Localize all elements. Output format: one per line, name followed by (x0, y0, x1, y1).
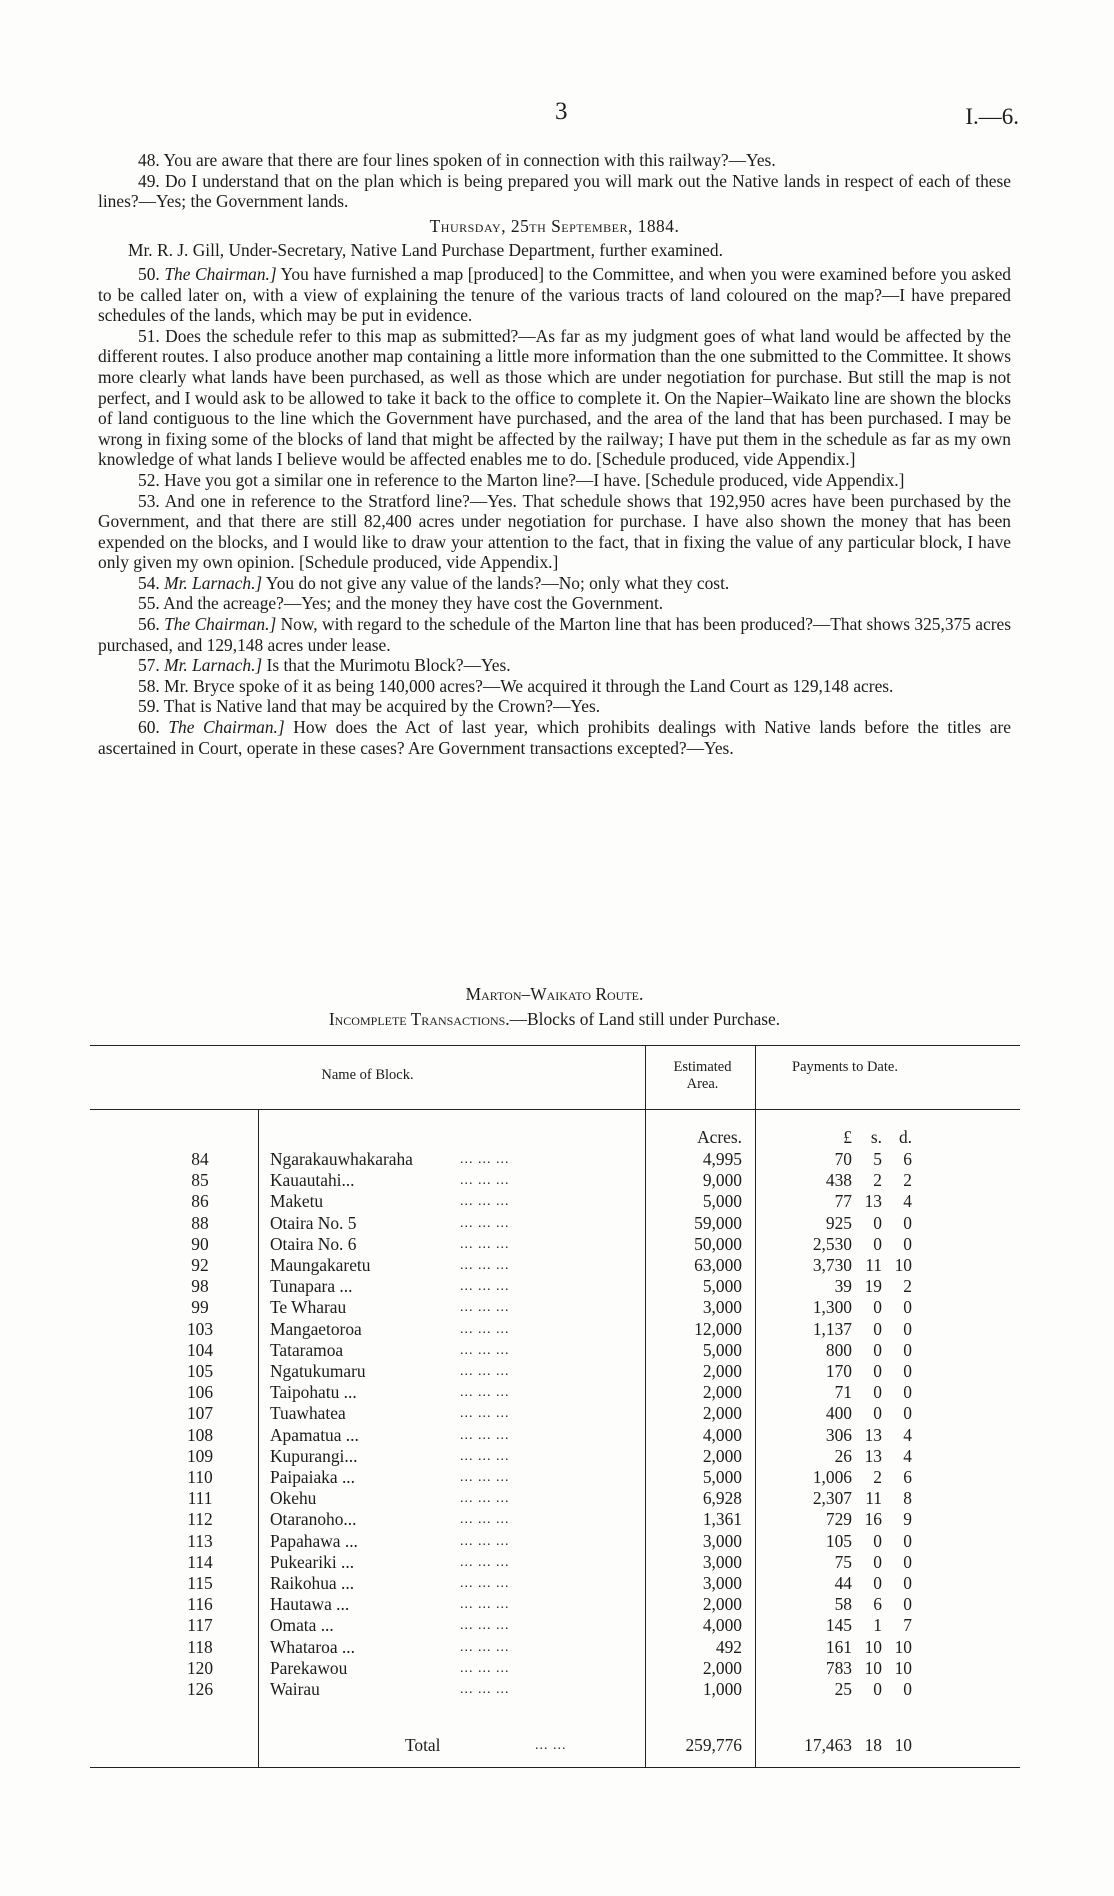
cell-pounds: 25 (834, 1679, 852, 1699)
cell-num: 104 (186, 1339, 214, 1360)
cell-name: Ngarakauwhakaraha (270, 1149, 413, 1169)
cell-pence: 0 (903, 1594, 912, 1615)
cell-name: Omata ... (270, 1615, 334, 1636)
cell-dots: ... ... ... (460, 1554, 510, 1570)
table-row (90, 1213, 1020, 1234)
cell-shil: 13 (864, 1424, 882, 1445)
cell-pence: 2 (903, 1276, 912, 1297)
table-row (90, 1552, 1020, 1573)
cell-pence: 6 (903, 1467, 912, 1487)
cell-pounds: 438 (825, 1170, 852, 1191)
cell-area: 50,000 (694, 1233, 742, 1254)
cell-dots: ... ... ... (460, 1406, 510, 1422)
cell-dots: ... ... ... (460, 1236, 510, 1252)
cell-dots: ... ... ... (460, 1639, 510, 1655)
cell-pounds: 1,006 (812, 1467, 852, 1487)
paragraph: 49. Do I understand that on the plan which is being prepared you will mark out the Native lands in respect of each of these lines?—Yes; the Government lands. (98, 170, 1011, 212)
cell-dots: ... ... ... (460, 1364, 510, 1379)
cell-pounds: 77 (834, 1191, 852, 1212)
cell-dots: ... ... ... (460, 1491, 510, 1507)
qa-paragraph: 52. Have you got a similar one in reference to the Marton line?—I have. [Schedule produced, vide Appendix.] (138, 469, 905, 490)
cell-shil: 0 (873, 1297, 882, 1318)
cell-pence: 4 (903, 1191, 912, 1212)
cell-name: Taipohatu ... (270, 1382, 357, 1403)
cell-pence: 8 (903, 1488, 912, 1509)
cell-pounds: 170 (825, 1361, 852, 1381)
cell-num: 105 (186, 1361, 214, 1381)
cell-name: Ngatukumaru (270, 1361, 366, 1381)
cell-dots: ... ... ... (460, 1173, 510, 1189)
cell-area: 2,000 (702, 1445, 742, 1466)
cell-pounds: 2,307 (812, 1488, 852, 1509)
cell-num: 113 (187, 1530, 213, 1551)
cell-num: 84 (191, 1149, 209, 1169)
cell-area: 1,000 (702, 1679, 742, 1699)
cell-pounds: 161 (825, 1636, 852, 1657)
cell-dots: ... ... ... (460, 1342, 510, 1358)
qa-paragraph: 54. Mr. Larnach.] You do not give any value of the lands?—No; only what they cost. (138, 572, 730, 593)
cell-name: Otaira No. 6 (270, 1233, 357, 1254)
cell-dots: ... ... ... (460, 1448, 510, 1464)
cell-pounds: 75 (834, 1551, 852, 1572)
cell-shil: 10 (864, 1636, 882, 1657)
cell-name: Maungakaretu (270, 1255, 371, 1275)
cell-num: 106 (186, 1382, 214, 1403)
body-text (98, 150, 1011, 758)
cell-name: Apamatua ... (270, 1424, 359, 1445)
table-row (90, 1340, 1020, 1361)
table-row (90, 1149, 1020, 1170)
cell-area: 12,000 (694, 1318, 742, 1339)
total-row: Total ... ... 259,776 17,463 18 10 (405, 1735, 912, 1755)
cell-name: Kupurangi... (270, 1445, 358, 1466)
cell-pence: 7 (903, 1615, 912, 1636)
table-row (90, 1446, 1020, 1467)
cell-num: 103 (186, 1318, 214, 1339)
cell-pounds: 3,730 (812, 1255, 852, 1275)
cell-pounds: 71 (834, 1382, 852, 1403)
cell-num: 108 (186, 1424, 214, 1445)
cell-shil: 0 (873, 1318, 882, 1339)
cell-name: Otaira No. 5 (270, 1212, 357, 1233)
table-subtitle: Incomplete Transactions.—Blocks of Land still under Purchase. (328, 1009, 781, 1029)
cell-name: Maketu (270, 1191, 324, 1212)
qa-paragraph: 59. That is Native land that may be acquired by the Crown?—Yes. (138, 696, 601, 717)
cell-shil: 19 (864, 1276, 882, 1297)
cell-num: 116 (187, 1594, 213, 1615)
witness-line: Mr. R. J. Gill, Under-Secretary, Native Land Purchase Department, further examined. (128, 240, 723, 261)
cell-name: Paipaiaka ... (270, 1467, 355, 1487)
cell-area: 5,000 (702, 1467, 742, 1487)
cell-dots: ... ... ... (460, 1321, 510, 1337)
cell-num: 85 (191, 1170, 209, 1191)
table-rule-bottom (90, 1767, 1020, 1768)
table-row (90, 1594, 1020, 1615)
table-row (90, 1573, 1020, 1594)
cell-shil: 0 (873, 1339, 882, 1360)
cell-name: Raikohua ... (270, 1573, 355, 1593)
table-row (90, 1658, 1020, 1679)
cell-num: 114 (187, 1551, 213, 1572)
cell-num: 115 (187, 1573, 213, 1593)
cell-pounds: 70 (834, 1149, 852, 1169)
cell-pence: 0 (903, 1233, 912, 1254)
cell-pounds: 729 (825, 1509, 852, 1530)
speaker: The Chairman.] (168, 717, 285, 738)
cell-name: Papahawa ... (270, 1530, 358, 1551)
cell-name: Otaranoho... (270, 1509, 357, 1530)
units-row: Acres. £ s. d. (697, 1127, 912, 1147)
cell-area: 5,000 (702, 1191, 742, 1212)
question-answers (98, 264, 1011, 758)
cell-pounds: 783 (825, 1657, 852, 1678)
cell-dots: ... ... ... (460, 1512, 510, 1528)
cell-num: 117 (187, 1615, 213, 1636)
cell-shil: 0 (873, 1233, 882, 1254)
cell-dots: ... ... ... (460, 1470, 510, 1485)
table-row (90, 1637, 1020, 1658)
table-row (90, 1191, 1020, 1212)
cell-shil: 13 (864, 1445, 882, 1466)
cell-shil: 6 (873, 1594, 882, 1615)
cell-pence: 0 (903, 1318, 912, 1339)
cell-num: 112 (187, 1509, 213, 1530)
cell-shil: 0 (873, 1573, 882, 1593)
cell-shil: 0 (873, 1551, 882, 1572)
cell-area: 4,000 (702, 1615, 742, 1636)
cell-pence: 4 (903, 1424, 912, 1445)
route-title: Marton–Waikato Route. (465, 984, 644, 1004)
cell-area: 3,000 (702, 1530, 742, 1551)
cell-area: 5,000 (702, 1276, 742, 1297)
speaker: The Chairman.] (164, 263, 277, 284)
cell-name: Hautawa ... (270, 1594, 350, 1615)
cell-num: 92 (191, 1255, 209, 1275)
cell-shil: 16 (864, 1509, 882, 1530)
qa-paragraph: 57. Mr. Larnach.] Is that the Murimotu Block?—Yes. (138, 655, 511, 676)
cell-pence: 0 (903, 1573, 912, 1593)
cell-dots: ... ... ... (460, 1682, 510, 1697)
table-rule-header (90, 1109, 1020, 1110)
cell-dots: ... ... ... (460, 1258, 510, 1273)
speaker: The Chairman.] (164, 614, 277, 635)
cell-pence: 0 (903, 1530, 912, 1551)
cell-name: Parekawou (270, 1657, 348, 1678)
cell-name: Tunapara ... (270, 1276, 353, 1297)
cell-pounds: 26 (834, 1445, 852, 1466)
cell-shil: 0 (873, 1212, 882, 1233)
cell-num: 107 (186, 1403, 214, 1424)
cell-pence: 10 (894, 1657, 912, 1678)
cell-name: Tuawhatea (270, 1403, 346, 1424)
page-number: 3 (555, 98, 568, 125)
speaker: Mr. Larnach.] (164, 655, 263, 676)
cell-area: 2,000 (702, 1657, 742, 1678)
qa-paragraph: 51. Does the schedule refer to this map as submitted?—As far as my judgment goes of what land would be affected by the different routes. I also produce another map containing a little more information than the one submitted to the Committee. It shows more clearly what lands have been purchased, as well as those which are under negotiation for purchase. But still the map is not perfect, and I would ask to be allowed to take it back to the office to complete it. On the Napier–Waikato line are shown the blocks of land contiguous to the line which the Government have purchased, and the area of the land that has been purchased. I may be wrong in fixing some of the blocks of land that might be affected by the railway; I have put them in the schedule as far as my own knowledge of what lands I believe would be affected enables me to do. [Schedule produced, vide Appendix.] (98, 325, 1011, 470)
cell-area: 1,361 (702, 1509, 742, 1530)
cell-area: 4,000 (702, 1424, 742, 1445)
cell-dots: ... ... ... (460, 1279, 510, 1295)
table-row (90, 1615, 1020, 1636)
cell-pence: 6 (903, 1149, 912, 1169)
cell-pence: 0 (903, 1297, 912, 1318)
cell-num: 120 (186, 1657, 214, 1678)
cell-area: 2,000 (702, 1594, 742, 1615)
cell-dots: ... ... ... (460, 1533, 510, 1549)
cell-num: 109 (186, 1445, 214, 1466)
cell-pounds: 306 (825, 1424, 852, 1445)
cell-pence: 0 (903, 1382, 912, 1403)
cell-num: 110 (187, 1467, 213, 1487)
table-row (90, 1488, 1020, 1509)
table-row (90, 1509, 1020, 1530)
cell-pounds: 105 (825, 1530, 852, 1551)
cell-name: Mangaetoroa (270, 1318, 362, 1339)
cell-shil: 1 (873, 1615, 882, 1636)
table-row (90, 1531, 1020, 1552)
table-row (90, 1255, 1020, 1276)
qa-paragraph: 58. Mr. Bryce spoke of it as being 140,000 acres?—We acquired it through the Land Court as 129,148 acres. (138, 675, 894, 696)
cell-dots: ... ... ... (460, 1300, 510, 1316)
cell-pence: 0 (903, 1339, 912, 1360)
table-row (90, 1319, 1020, 1340)
cell-dots: ... ... ... (460, 1618, 510, 1634)
cell-pence: 0 (903, 1679, 912, 1699)
cell-pounds: 145 (825, 1615, 852, 1636)
cell-pence: 10 (894, 1255, 912, 1275)
cell-num: 88 (191, 1212, 209, 1233)
cell-pounds: 400 (825, 1403, 852, 1424)
cell-name: Te Wharau (270, 1297, 347, 1318)
cell-pounds: 2,530 (812, 1233, 852, 1254)
cell-pence: 0 (903, 1361, 912, 1381)
cell-dots: ... ... ... (460, 1660, 510, 1676)
table-row (90, 1467, 1020, 1488)
cell-pence: 0 (903, 1403, 912, 1424)
cell-pence: 4 (903, 1445, 912, 1466)
cell-area: 5,000 (702, 1339, 742, 1360)
cell-pounds: 800 (825, 1339, 852, 1360)
cell-area: 2,000 (702, 1403, 742, 1424)
cell-num: 98 (191, 1276, 209, 1297)
cell-pence: 0 (903, 1212, 912, 1233)
cell-shil: 11 (865, 1488, 882, 1509)
cell-area: 63,000 (694, 1255, 742, 1275)
cell-pounds: 39 (834, 1276, 852, 1297)
table-row (90, 1297, 1020, 1318)
cell-shil: 13 (864, 1191, 882, 1212)
cell-name: Whataroa ... (270, 1636, 355, 1657)
cell-area: 2,000 (702, 1361, 742, 1381)
table-row (90, 1170, 1020, 1191)
blocks-table (90, 1045, 1020, 1770)
cell-num: 118 (187, 1636, 213, 1657)
header-payments: Payments to Date. (792, 1059, 898, 1075)
cell-shil: 0 (873, 1361, 882, 1381)
speaker: Mr. Larnach.] (164, 572, 263, 593)
cell-shil: 0 (873, 1382, 882, 1403)
cell-pounds: 58 (834, 1594, 852, 1615)
cell-shil: 11 (865, 1255, 882, 1275)
table-row (90, 1361, 1020, 1382)
header-estimated-area: Estimated Area. (673, 1059, 732, 1092)
cell-name: Okehu (270, 1488, 317, 1509)
cell-area: 3,000 (702, 1573, 742, 1593)
cell-num: 99 (191, 1297, 209, 1318)
cell-dots: ... ... ... (460, 1427, 510, 1443)
cell-num: 126 (186, 1679, 214, 1699)
cell-pounds: 1,300 (812, 1297, 852, 1318)
cell-area: 6,928 (702, 1488, 742, 1509)
qa-paragraph: 55. And the acreage?—Yes; and the money they have cost the Government. (138, 593, 664, 614)
table-rule-top (90, 1045, 1020, 1046)
dateline: Thursday, 25th September, 1884. (429, 215, 680, 236)
cell-dots: ... ... ... (460, 1576, 510, 1591)
cell-name: Wairau (270, 1679, 320, 1699)
table-row (90, 1425, 1020, 1446)
cell-num: 90 (191, 1233, 209, 1254)
table-row (90, 1403, 1020, 1424)
cell-area: 4,995 (702, 1149, 742, 1169)
cell-area: 492 (715, 1636, 742, 1657)
cell-dots: ... ... ... (460, 1597, 510, 1613)
cell-dots: ... ... ... (460, 1152, 510, 1167)
cell-name: Kauautahi... (270, 1170, 355, 1191)
cell-name: Pukeariki ... (270, 1551, 355, 1572)
cell-pounds: 44 (834, 1573, 852, 1593)
cell-dots: ... ... ... (460, 1215, 510, 1231)
cell-dots: ... ... ... (460, 1385, 510, 1401)
cell-pounds: 925 (825, 1212, 852, 1233)
table-row (90, 1276, 1020, 1297)
cell-area: 2,000 (702, 1382, 742, 1403)
cell-shil: 0 (873, 1403, 882, 1424)
qa-paragraph: 56. The Chairman.] Now, with regard to the schedule of the Marton line that has been produced?—That shows 325,375 acres purchased, and 129,148 acres under lease. (98, 614, 1011, 655)
table-row (90, 1679, 1020, 1700)
cell-shil: 2 (873, 1467, 882, 1487)
cell-num: 86 (191, 1191, 209, 1212)
header-name-of-block: Name of Block. (321, 1067, 414, 1083)
cell-pence: 10 (894, 1636, 912, 1657)
cell-pounds: 1,137 (812, 1318, 852, 1339)
cell-shil: 10 (864, 1657, 882, 1678)
cell-area: 3,000 (702, 1551, 742, 1572)
cell-pence: 9 (903, 1509, 912, 1530)
document-reference: I.—6. (965, 104, 1019, 129)
cell-area: 9,000 (702, 1170, 742, 1191)
cell-shil: 0 (873, 1530, 882, 1551)
paragraph: 48. You are aware that there are four lines spoken of in connection with this railway?—Yes. (138, 150, 776, 170)
cell-dots: ... ... ... (460, 1194, 510, 1210)
qa-paragraph: 50. The Chairman.] You have furnished a map [produced] to the Committee, and when you were examined before you asked to be called later on, with a view of explaining the tenure of the various tracts of land coloured on the map?—I have prepared schedules of the lands, which may be put in evidence. (98, 263, 1011, 326)
cell-pence: 2 (903, 1170, 912, 1191)
cell-area: 3,000 (702, 1297, 742, 1318)
cell-name: Tataramoa (270, 1339, 344, 1360)
qa-paragraph: 53. And one in reference to the Stratford line?—Yes. That schedule shows that 192,950 acres have been purchased by the Government, and that there are still 82,400 acres under negotiation for purchase. I have also shown the money that has been expended on the blocks, and I would like to draw your attention to the fact, that in fixing the value of any particular block, I have only given my own opinion. [Schedule produced, vide Appendix.] (98, 490, 1011, 573)
table-row (90, 1382, 1020, 1403)
cell-shil: 2 (873, 1170, 882, 1191)
table-row (90, 1234, 1020, 1255)
qa-paragraph: 60. The Chairman.] How does the Act of last year, which prohibits dealings with Native lands before the titles are ascertained in Court, operate in these cases? Are Government transactions excepted?—Yes. (98, 717, 1011, 758)
cell-pence: 0 (903, 1551, 912, 1572)
cell-area: 59,000 (694, 1212, 742, 1233)
cell-num: 111 (187, 1488, 213, 1509)
cell-shil: 5 (873, 1149, 882, 1169)
cell-shil: 0 (873, 1679, 882, 1699)
